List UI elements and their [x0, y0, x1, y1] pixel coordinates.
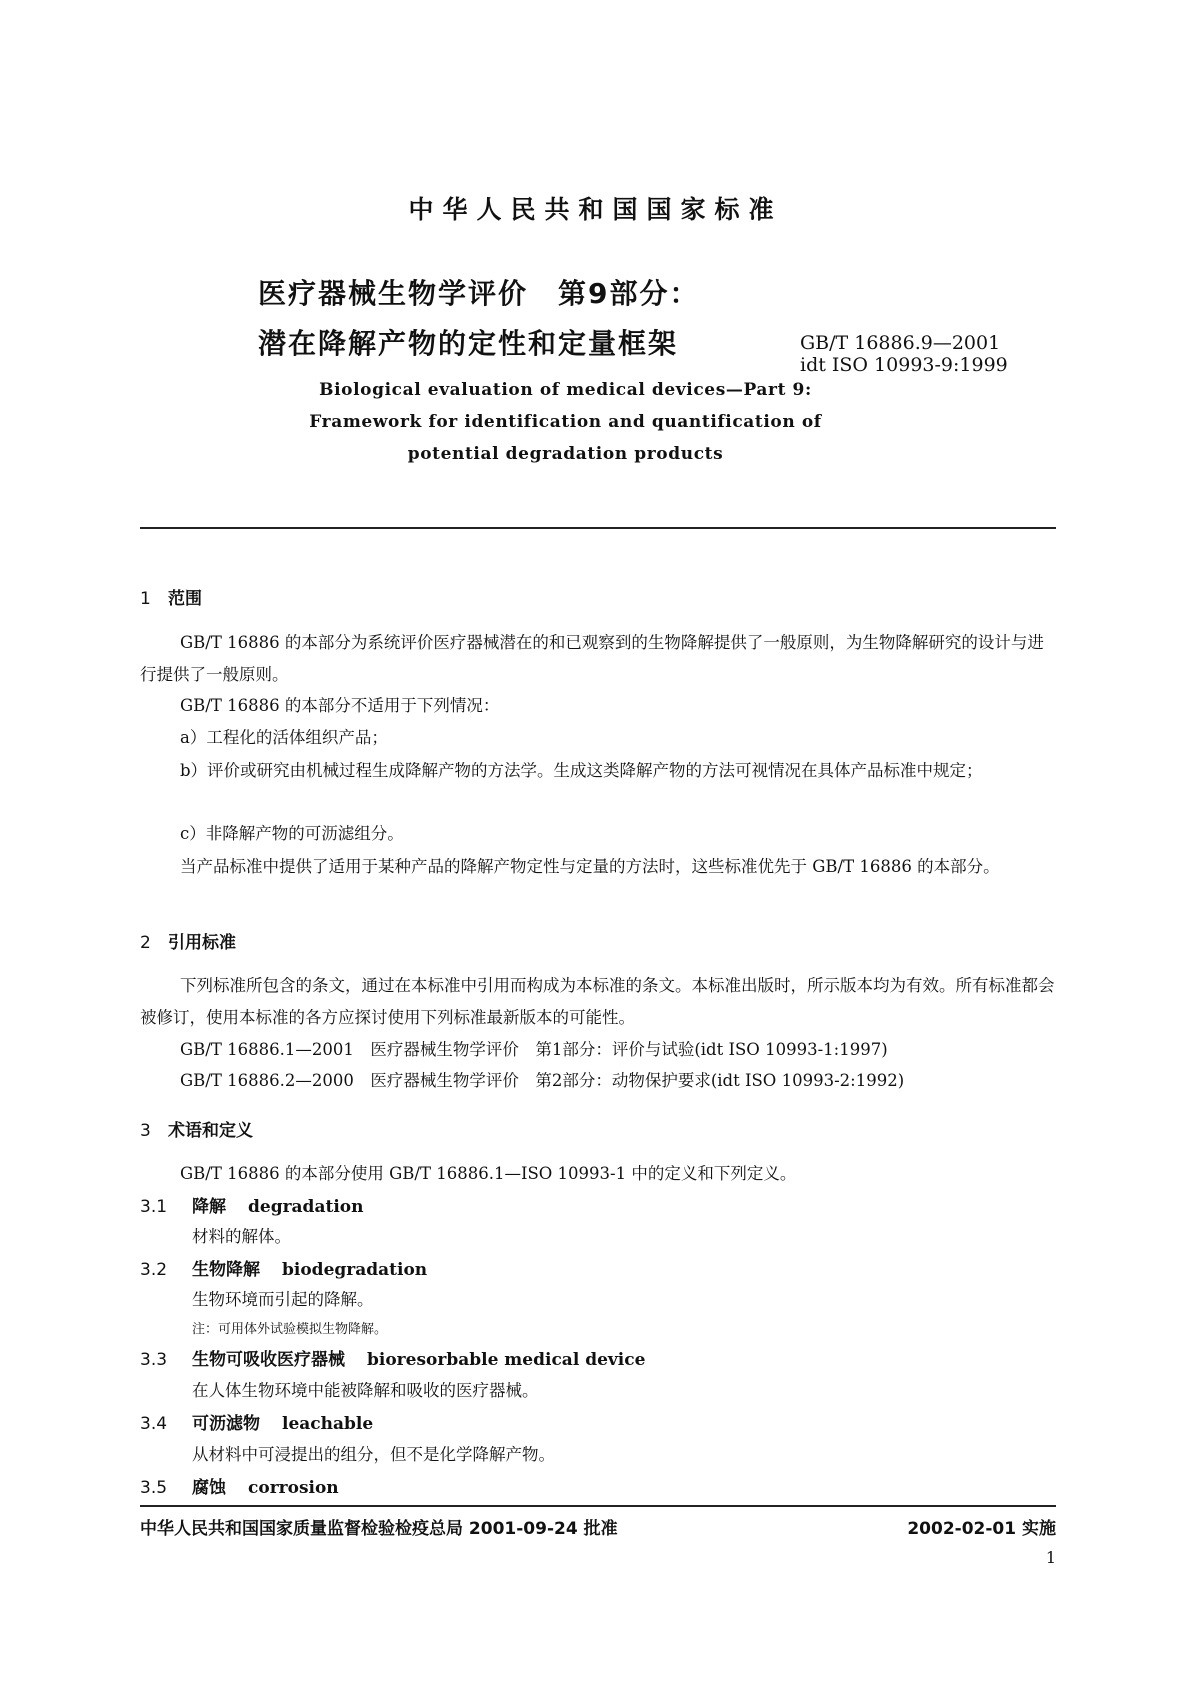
section-number: 2 [140, 933, 151, 953]
term-cn: 降解 [192, 1197, 226, 1217]
term-3-5 [140, 1473, 339, 1498]
section-number: 3 [140, 1121, 151, 1141]
term-3-4 [140, 1409, 373, 1434]
term-en: degradation [248, 1197, 364, 1217]
title-en-line3: potential degradation products [407, 444, 724, 464]
section-1-paragraph-2: GB/T 16886 的本部分不适用于下列情况： [180, 696, 500, 715]
header-divider [140, 527, 1056, 529]
section-title: 范围 [168, 589, 202, 609]
section-title: 引用标准 [168, 933, 236, 953]
term-en: bioresorbable medical device [367, 1350, 646, 1370]
term-cn: 腐蚀 [192, 1478, 226, 1498]
title-en-line1: Biological evaluation of medical devices—Part 9: [319, 380, 812, 400]
term-en: biodegradation [282, 1260, 428, 1280]
term-en: leachable [282, 1414, 374, 1434]
list-item-c: c）非降解产物的可沥滤组分。 [180, 824, 404, 843]
page-number: 1 [1045, 1548, 1056, 1567]
idt-reference: idt ISO 10993-9:1999 [800, 354, 1008, 376]
term-definition: 从材料中可浸提出的组分，但不是化学降解产物。 [192, 1445, 555, 1464]
section-3-paragraph-1: GB/T 16886 的本部分使用 GB/T 16886.1—ISO 10993-1 中的定义和下列定义。 [180, 1164, 797, 1183]
reference-2: GB/T 16886.2—2000 医疗器械生物学评价 第2部分：动物保护要求(idt ISO 10993-2:1992) [180, 1071, 905, 1090]
term-cn: 生物降解 [192, 1260, 260, 1280]
section-1-heading [140, 584, 202, 609]
term-definition: 在人体生物环境中能被降解和吸收的医疗器械。 [192, 1381, 539, 1400]
term-number: 3.3 [140, 1350, 168, 1370]
term-3-1 [140, 1192, 363, 1217]
national-standard-heading: 中华人民共和国国家标准 [408, 195, 783, 224]
list-item-b: b）评价或研究由机械过程生成降解产物的方法学。生成这类降解产物的方法可视情况在具体产品标准中规定； [180, 761, 983, 780]
reference-1: GB/T 16886.1—2001 医疗器械生物学评价 第1部分：评价与试验(idt ISO 10993-1:1997) [180, 1040, 888, 1059]
section-number: 1 [140, 589, 151, 609]
term-number: 3.2 [140, 1260, 168, 1280]
section-1-paragraph-3: 当产品标准中提供了适用于某种产品的降解产物定性与定量的方法时，这些标准优先于 GB/T 16886 的本部分。 [180, 857, 1000, 876]
term-definition: 生物环境而引起的降解。 [192, 1290, 374, 1309]
term-3-2 [140, 1255, 427, 1280]
section-title: 术语和定义 [168, 1121, 253, 1141]
implementation-date: 2002-02-01 实施 [907, 1519, 1056, 1539]
term-number: 3.5 [140, 1478, 168, 1498]
term-note: 注：可用体外试验模拟生物降解。 [192, 1322, 388, 1337]
footer-divider [140, 1505, 1056, 1507]
section-2-paragraph-1: 下列标准所包含的条文，通过在本标准中引用而构成为本标准的条文。本标准出版时，所示版本均为有效。所有标准都会被修订，使用本标准的各方应探讨使用下列标准最新版本的可能性。 [140, 976, 1055, 1027]
term-en: corrosion [248, 1478, 339, 1498]
list-item-a: a）工程化的活体组织产品； [180, 728, 388, 747]
term-definition: 材料的解体。 [192, 1227, 291, 1246]
approval-line: 中华人民共和国国家质量监督检验检疫总局 2001-09-24 批准 [140, 1519, 618, 1539]
term-number: 3.4 [140, 1414, 168, 1434]
section-1-paragraph-1: GB/T 16886 的本部分为系统评价医疗器械潜在的和已观察到的生物降解提供了一般原则，为生物降解研究的设计与进行提供了一般原则。 [140, 633, 1044, 684]
standard-number: GB/T 16886.9—2001 [800, 332, 1001, 354]
section-2-heading [140, 928, 236, 953]
term-3-3 [140, 1345, 645, 1370]
term-cn: 生物可吸收医疗器械 [192, 1350, 345, 1370]
title-cn-line2: 潜在降解产物的定性和定量框架 [258, 327, 679, 360]
term-cn: 可沥滤物 [192, 1414, 260, 1434]
title-cn-line1: 医疗器械生物学评价 第9部分： [258, 277, 700, 310]
section-3-heading [140, 1116, 253, 1141]
term-number: 3.1 [140, 1197, 168, 1217]
title-en-line2: Framework for identification and quantification of [309, 412, 822, 432]
